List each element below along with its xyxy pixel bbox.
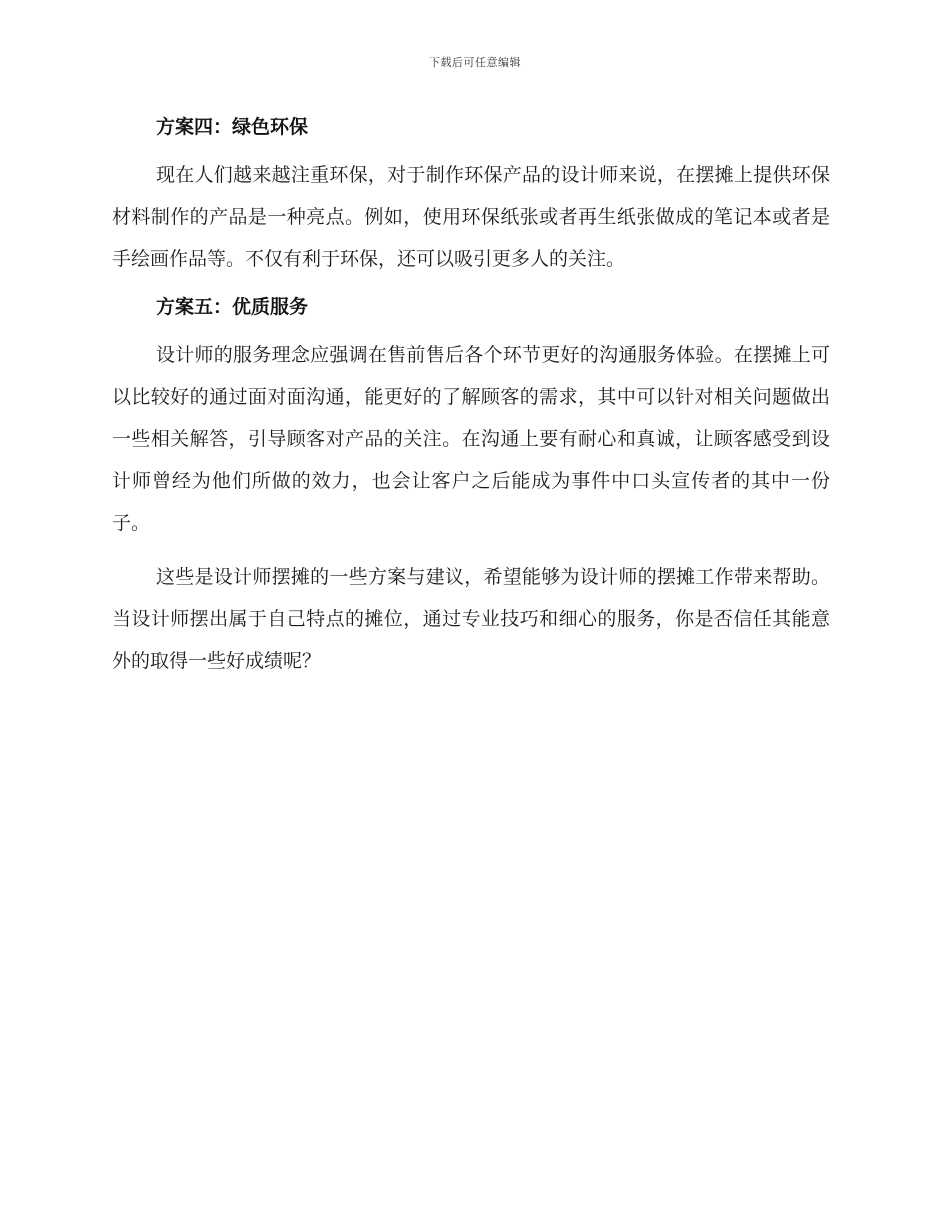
conclusion-paragraph: 这些是设计师摆摊的一些方案与建议，希望能够为设计师的摆摊工作带来帮助。当设计师摆出属于自己特点的摊位，通过专业技巧和细心的服务，你是否信任其能意外的取得一些好成绩呢？ [112,566,830,672]
section-paragraph-5: 设计师的服务理念应强调在售前售后各个环节更好的沟通服务体验。在摆摊上可以比较好的通过面对面沟通，能更好的了解顾客的需求，其中可以针对相关问题做出一些相关解答，引导顾客对产品的关注。在沟通上要有耐心和真诚，让顾客感受到设计师曾经为他们所做的效力，也会让客户之后能成为事件中口头宣传者的其中一份子。 [112,344,830,534]
section-heading-5: 方案五：优质服务 [156,296,309,318]
section-paragraph-4: 现在人们越来越注重环保，对于制作环保产品的设计师来说，在摆摊上提供环保材料制作的产品是一种亮点。例如，使用环保纸张或者再生纸张做成的笔记本或者是手绘画作品等。不仅有利于环保，还可以吸引更多人的关注。 [112,164,830,270]
section-heading-4: 方案四：绿色环保 [156,116,309,138]
header-note: 下载后可任意编辑 [429,56,521,69]
document-body [112,112,830,694]
